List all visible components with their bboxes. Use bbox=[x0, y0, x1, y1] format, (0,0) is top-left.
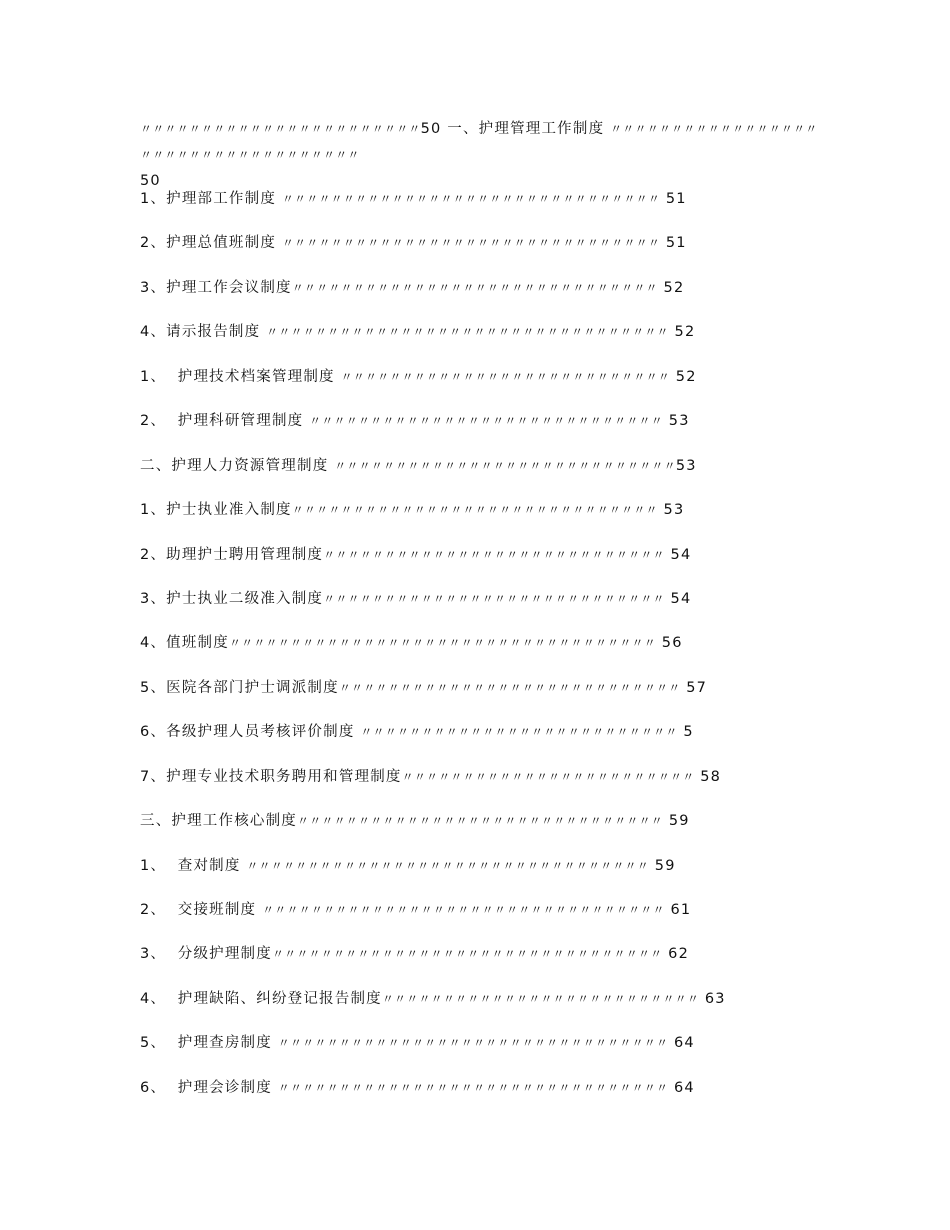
toc-entry bbox=[140, 808, 726, 852]
toc-entry-title: 2、 护理科研管理制度 bbox=[140, 413, 310, 430]
toc-entry-title: 1、护理部工作制度 bbox=[140, 191, 282, 207]
toc-page-number: 58 bbox=[694, 768, 722, 785]
toc-entry bbox=[140, 853, 726, 897]
toc-entry bbox=[140, 1030, 726, 1074]
toc-page-number: 53 bbox=[657, 502, 685, 519]
toc-entry bbox=[140, 319, 726, 363]
toc-section-title: 一、护理管理工作制度 bbox=[441, 121, 611, 137]
toc-entry bbox=[140, 719, 726, 763]
toc-entry-title: 1、 护理技术档案管理制度 bbox=[140, 368, 341, 385]
toc-entry-title: 4、 护理缺陷、纠纷登记报告制度 bbox=[140, 990, 382, 1007]
toc-page-number: 56 bbox=[655, 635, 683, 652]
toc-entry-title: 7、护理专业技术职务聘用和管理制度 bbox=[140, 768, 402, 785]
toc-entry bbox=[140, 275, 726, 319]
toc-page-number: 51 bbox=[660, 191, 687, 207]
toc-entry-title: 5、医院各部门护士调派制度 bbox=[140, 679, 339, 696]
toc-page-number: 52 bbox=[657, 279, 685, 296]
toc-entry-title: 1、 查对制度 bbox=[140, 857, 247, 874]
toc-page-number: 52 bbox=[668, 324, 696, 341]
toc-page-number: 62 bbox=[662, 946, 690, 963]
toc-page-number: 64 bbox=[668, 1079, 695, 1096]
toc-entry-title: 4、请示报告制度 bbox=[140, 324, 267, 341]
toc-entry-title: 6、 护理会诊制度 bbox=[140, 1079, 278, 1096]
toc-entry bbox=[140, 186, 726, 230]
leader-dots: 〃〃〃〃〃〃〃〃〃〃〃〃〃〃〃〃〃〃〃〃〃〃〃〃〃〃〃〃 bbox=[338, 680, 681, 695]
toc-page-number: 59 bbox=[663, 813, 690, 830]
leader-dots: 〃〃〃〃〃〃〃〃〃〃〃〃〃〃〃〃〃〃〃〃〃〃〃〃〃〃 bbox=[381, 991, 700, 1006]
toc-entry-title: 6、各级护理人员考核评价制度 bbox=[140, 724, 361, 741]
toc-entry-title: 2、助理护士聘用管理制度 bbox=[140, 546, 324, 563]
leader-dots: 〃〃〃〃〃〃〃〃〃〃〃〃〃〃〃〃〃〃〃〃〃〃〃〃〃〃〃〃〃〃〃〃〃〃〃 bbox=[140, 122, 818, 162]
leader-dots: 〃〃〃〃〃〃〃〃〃〃〃〃〃〃〃〃〃〃〃〃〃〃〃〃〃〃〃〃〃〃〃 bbox=[281, 236, 661, 251]
leader-dots: 〃〃〃〃〃〃〃〃〃〃〃〃〃〃〃〃〃〃〃〃〃〃〃 bbox=[140, 122, 421, 136]
toc-page-number: 50 bbox=[140, 173, 161, 189]
toc-page-number: 51 bbox=[660, 235, 687, 252]
leader-dots: 〃〃〃〃〃〃〃〃〃〃〃〃〃〃〃〃〃〃〃〃〃〃〃〃 bbox=[401, 769, 695, 784]
toc-page-number: 61 bbox=[664, 902, 692, 918]
toc-header-line bbox=[140, 116, 820, 194]
leader-dots: 〃〃〃〃〃〃〃〃〃〃〃〃〃〃〃〃〃〃〃〃〃〃〃〃〃〃〃〃〃〃〃〃 bbox=[271, 947, 663, 962]
toc-entry bbox=[140, 586, 726, 630]
toc-entry-title: 二、护理人力资源管理制度 bbox=[140, 457, 335, 474]
leader-dots: 〃〃〃〃〃〃〃〃〃〃〃〃〃〃〃〃〃〃〃〃〃〃〃〃〃〃〃〃 bbox=[323, 591, 665, 606]
toc-entry-title: 5、 护理查房制度 bbox=[140, 1035, 278, 1052]
toc-entry bbox=[140, 941, 726, 985]
toc-entry bbox=[140, 897, 726, 941]
toc-entry bbox=[140, 230, 726, 274]
toc-entry bbox=[140, 630, 726, 674]
leader-dots: 〃〃〃〃〃〃〃〃〃〃〃〃〃〃〃〃〃〃〃〃〃〃〃〃〃〃〃〃〃〃〃 bbox=[281, 192, 661, 206]
toc-entry bbox=[140, 675, 726, 719]
toc-entry bbox=[140, 986, 726, 1030]
toc-entry bbox=[140, 542, 726, 586]
toc-page-number: 5 bbox=[677, 724, 694, 741]
leader-dots: 〃〃〃〃〃〃〃〃〃〃〃〃〃〃〃〃〃〃〃〃〃〃〃〃〃〃〃 bbox=[340, 369, 670, 384]
toc-entry bbox=[140, 764, 726, 808]
toc-entry-title: 1、护士执业准入制度 bbox=[140, 502, 292, 519]
leader-dots: 〃〃〃〃〃〃〃〃〃〃〃〃〃〃〃〃〃〃〃〃〃〃〃〃〃〃〃〃 bbox=[334, 458, 676, 473]
toc-entry-title: 3、护士执业二级准入制度 bbox=[140, 590, 324, 607]
leader-dots: 〃〃〃〃〃〃〃〃〃〃〃〃〃〃〃〃〃〃〃〃〃〃〃〃〃〃〃〃〃〃 bbox=[291, 503, 658, 518]
toc-page-number: 57 bbox=[680, 679, 708, 696]
toc-page-number: 52 bbox=[669, 368, 697, 385]
toc-entry bbox=[140, 364, 726, 408]
leader-dots: 〃〃〃〃〃〃〃〃〃〃〃〃〃〃〃〃〃〃〃〃〃〃〃〃〃〃〃〃〃〃〃〃〃 bbox=[246, 858, 649, 873]
leader-dots: 〃〃〃〃〃〃〃〃〃〃〃〃〃〃〃〃〃〃〃〃〃〃〃〃〃〃〃〃〃〃 bbox=[291, 280, 658, 295]
leader-dots: 〃〃〃〃〃〃〃〃〃〃〃〃〃〃〃〃〃〃〃〃〃〃〃〃〃〃〃〃〃〃〃〃 bbox=[277, 1080, 669, 1095]
leader-dots: 〃〃〃〃〃〃〃〃〃〃〃〃〃〃〃〃〃〃〃〃〃〃〃〃〃〃〃〃〃 bbox=[309, 414, 663, 429]
toc-page-number: 63 bbox=[699, 990, 726, 1007]
toc-entry bbox=[140, 1075, 726, 1119]
table-of-contents bbox=[140, 186, 726, 1119]
toc-entry bbox=[140, 453, 726, 497]
leader-dots: 〃〃〃〃〃〃〃〃〃〃〃〃〃〃〃〃〃〃〃〃〃〃〃〃〃〃 bbox=[360, 725, 678, 740]
leader-dots: 〃〃〃〃〃〃〃〃〃〃〃〃〃〃〃〃〃〃〃〃〃〃〃〃〃〃〃〃〃〃〃〃〃 bbox=[266, 325, 669, 340]
toc-page-number: 64 bbox=[668, 1035, 695, 1052]
toc-page-number: 54 bbox=[664, 546, 692, 563]
toc-page-number: 53 bbox=[675, 457, 697, 474]
toc-entry-title: 2、 交接班制度 bbox=[140, 902, 263, 918]
toc-page-number: 50 bbox=[420, 121, 442, 137]
toc-entry bbox=[140, 408, 726, 452]
toc-entry-title: 3、 分级护理制度 bbox=[140, 946, 272, 963]
toc-entry-title: 3、护理工作会议制度 bbox=[140, 279, 292, 296]
leader-dots: 〃〃〃〃〃〃〃〃〃〃〃〃〃〃〃〃〃〃〃〃〃〃〃〃〃〃〃〃 bbox=[323, 547, 665, 562]
toc-page-number: 54 bbox=[664, 590, 692, 607]
toc-entry bbox=[140, 497, 726, 541]
leader-dots: 〃〃〃〃〃〃〃〃〃〃〃〃〃〃〃〃〃〃〃〃〃〃〃〃〃〃〃〃〃〃 bbox=[297, 814, 664, 829]
toc-page-number: 59 bbox=[648, 857, 676, 874]
leader-dots: 〃〃〃〃〃〃〃〃〃〃〃〃〃〃〃〃〃〃〃〃〃〃〃〃〃〃〃〃〃〃〃〃 bbox=[277, 1036, 669, 1051]
toc-entry-title: 2、护理总值班制度 bbox=[140, 235, 282, 252]
toc-entry-title: 4、值班制度 bbox=[140, 635, 229, 652]
leader-dots: 〃〃〃〃〃〃〃〃〃〃〃〃〃〃〃〃〃〃〃〃〃〃〃〃〃〃〃〃〃〃〃〃〃 bbox=[262, 903, 665, 917]
toc-page-number: 53 bbox=[662, 413, 690, 430]
toc-entry-title: 三、护理工作核心制度 bbox=[140, 813, 297, 830]
leader-dots: 〃〃〃〃〃〃〃〃〃〃〃〃〃〃〃〃〃〃〃〃〃〃〃〃〃〃〃〃〃〃〃〃〃〃〃 bbox=[228, 636, 656, 651]
